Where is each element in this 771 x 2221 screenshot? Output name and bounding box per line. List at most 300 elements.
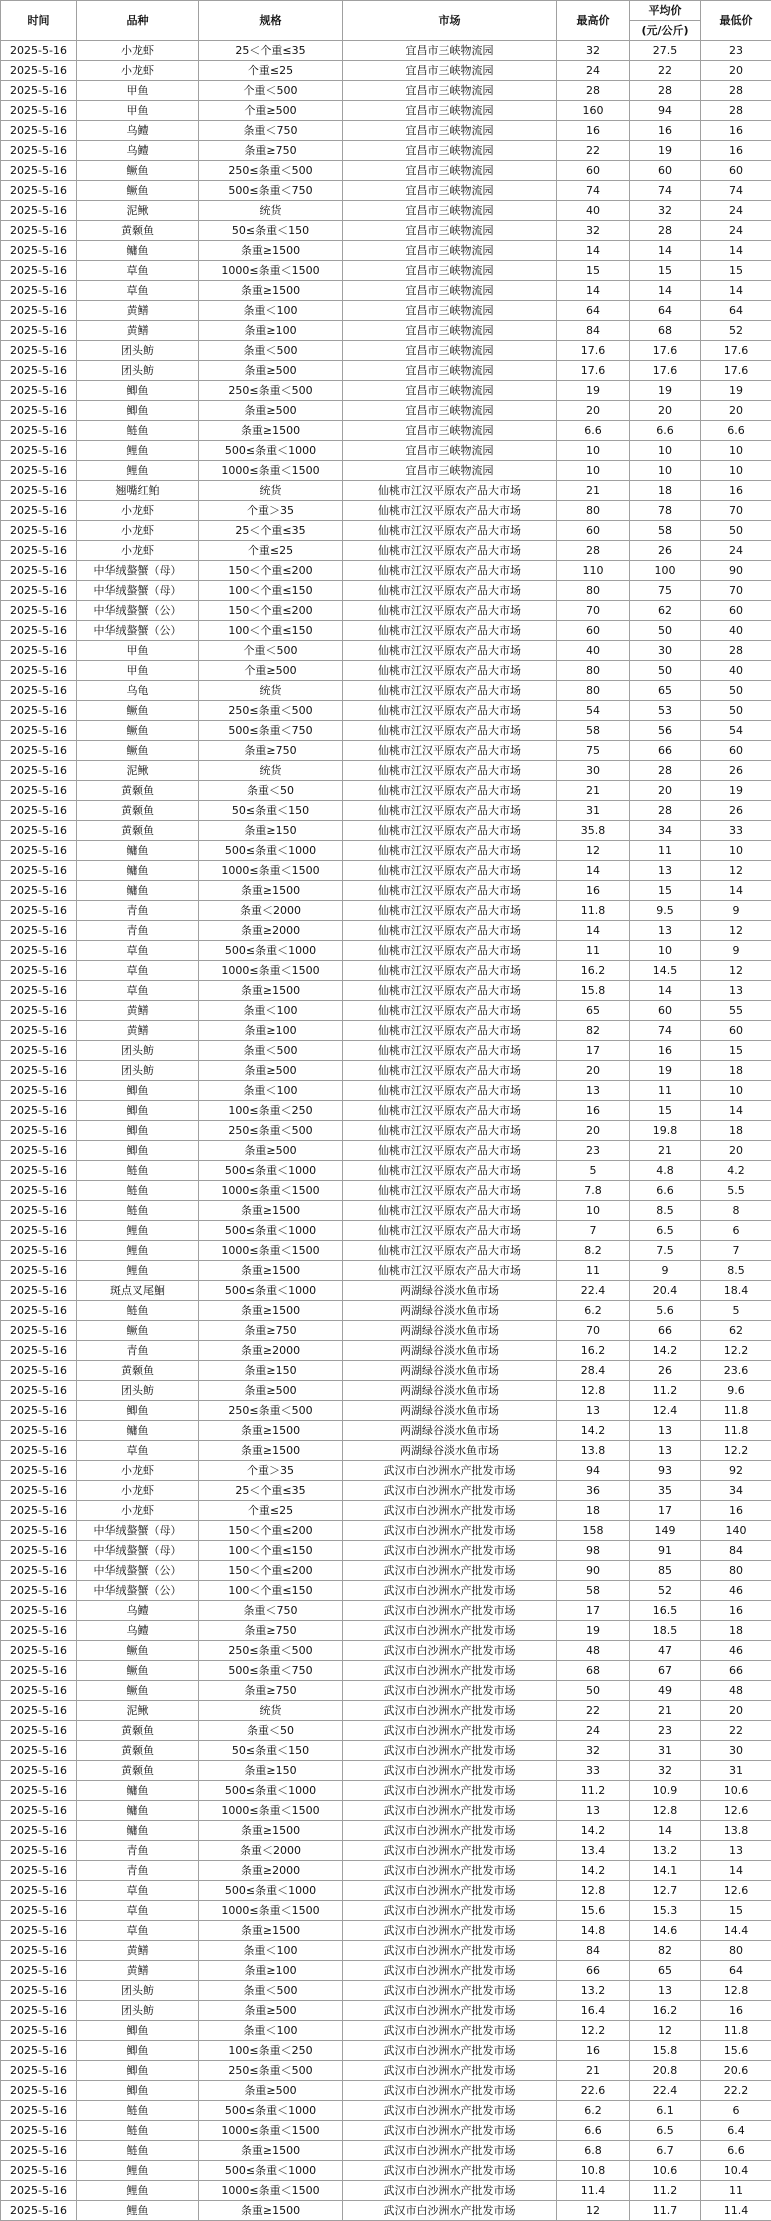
cell-market: 宜昌市三峡物流园 bbox=[343, 181, 557, 201]
cell-variety: 鲤鱼 bbox=[77, 2181, 199, 2201]
cell-max-price: 35.8 bbox=[557, 821, 630, 841]
cell-spec: 条重＜750 bbox=[199, 121, 343, 141]
cell-avg-price: 68 bbox=[630, 321, 701, 341]
cell-avg-price: 47 bbox=[630, 1641, 701, 1661]
table-row bbox=[1, 121, 771, 141]
cell-max-price: 28 bbox=[557, 541, 630, 561]
cell-variety: 鲢鱼 bbox=[77, 2121, 199, 2141]
cell-avg-price: 11 bbox=[630, 1081, 701, 1101]
cell-avg-price: 11.2 bbox=[630, 1381, 701, 1401]
cell-variety: 鲫鱼 bbox=[77, 381, 199, 401]
cell-avg-price: 49 bbox=[630, 1681, 701, 1701]
cell-min-price: 66 bbox=[701, 1661, 771, 1681]
cell-min-price: 34 bbox=[701, 1481, 771, 1501]
cell-min-price: 80 bbox=[701, 1561, 771, 1581]
cell-time: 2025-5-16 bbox=[1, 1361, 77, 1381]
cell-max-price: 12.8 bbox=[557, 1381, 630, 1401]
cell-market: 武汉市白沙洲水产批发市场 bbox=[343, 1941, 557, 1961]
cell-spec: 1000≤条重＜1500 bbox=[199, 1241, 343, 1261]
cell-variety: 黄鳝 bbox=[77, 1941, 199, 1961]
cell-market: 仙桃市江汉平原农产品大市场 bbox=[343, 761, 557, 781]
cell-market: 仙桃市江汉平原农产品大市场 bbox=[343, 481, 557, 501]
cell-avg-price: 14 bbox=[630, 1821, 701, 1841]
cell-avg-price: 9.5 bbox=[630, 901, 701, 921]
cell-max-price: 6.2 bbox=[557, 2101, 630, 2121]
table-row bbox=[1, 701, 771, 721]
cell-variety: 黄颡鱼 bbox=[77, 221, 199, 241]
cell-time: 2025-5-16 bbox=[1, 801, 77, 821]
cell-spec: 50≤条重＜150 bbox=[199, 801, 343, 821]
cell-time: 2025-5-16 bbox=[1, 861, 77, 881]
cell-avg-price: 28 bbox=[630, 761, 701, 781]
cell-spec: 统货 bbox=[199, 761, 343, 781]
cell-spec: 条重≥1500 bbox=[199, 241, 343, 261]
cell-market: 仙桃市江汉平原农产品大市场 bbox=[343, 661, 557, 681]
cell-market: 武汉市白沙洲水产批发市场 bbox=[343, 1661, 557, 1681]
cell-min-price: 60 bbox=[701, 161, 771, 181]
cell-market: 武汉市白沙洲水产批发市场 bbox=[343, 1501, 557, 1521]
cell-market: 武汉市白沙洲水产批发市场 bbox=[343, 1761, 557, 1781]
cell-max-price: 68 bbox=[557, 1661, 630, 1681]
cell-time: 2025-5-16 bbox=[1, 1641, 77, 1661]
table-row bbox=[1, 2061, 771, 2081]
cell-variety: 草鱼 bbox=[77, 1921, 199, 1941]
cell-spec: 条重≥750 bbox=[199, 1321, 343, 1341]
cell-market: 武汉市白沙洲水产批发市场 bbox=[343, 2141, 557, 2161]
cell-time: 2025-5-16 bbox=[1, 1761, 77, 1781]
table-row bbox=[1, 2001, 771, 2021]
cell-avg-price: 60 bbox=[630, 161, 701, 181]
cell-spec: 条重＜100 bbox=[199, 301, 343, 321]
cell-spec: 统货 bbox=[199, 1701, 343, 1721]
cell-market: 仙桃市江汉平原农产品大市场 bbox=[343, 821, 557, 841]
cell-spec: 条重＜100 bbox=[199, 1081, 343, 1101]
cell-max-price: 19 bbox=[557, 381, 630, 401]
cell-variety: 鳙鱼 bbox=[77, 241, 199, 261]
cell-variety: 黄鳝 bbox=[77, 321, 199, 341]
table-row bbox=[1, 401, 771, 421]
cell-variety: 小龙虾 bbox=[77, 1461, 199, 1481]
cell-avg-price: 14.1 bbox=[630, 1861, 701, 1881]
cell-market: 武汉市白沙洲水产批发市场 bbox=[343, 2081, 557, 2101]
cell-min-price: 10 bbox=[701, 461, 771, 481]
cell-avg-price: 31 bbox=[630, 1741, 701, 1761]
cell-avg-price: 10.9 bbox=[630, 1781, 701, 1801]
table-row bbox=[1, 1401, 771, 1421]
cell-variety: 鳙鱼 bbox=[77, 861, 199, 881]
table-row bbox=[1, 2201, 771, 2221]
cell-time: 2025-5-16 bbox=[1, 1381, 77, 1401]
cell-max-price: 14.2 bbox=[557, 1821, 630, 1841]
table-row bbox=[1, 1121, 771, 1141]
cell-time: 2025-5-16 bbox=[1, 621, 77, 641]
cell-time: 2025-5-16 bbox=[1, 1001, 77, 1021]
cell-variety: 小龙虾 bbox=[77, 41, 199, 61]
cell-min-price: 16 bbox=[701, 1501, 771, 1521]
cell-variety: 鳜鱼 bbox=[77, 1641, 199, 1661]
cell-variety: 乌鳢 bbox=[77, 121, 199, 141]
cell-market: 宜昌市三峡物流园 bbox=[343, 421, 557, 441]
cell-spec: 条重≥500 bbox=[199, 361, 343, 381]
cell-spec: 100＜个重≤150 bbox=[199, 621, 343, 641]
cell-max-price: 158 bbox=[557, 1521, 630, 1541]
cell-time: 2025-5-16 bbox=[1, 1841, 77, 1861]
cell-max-price: 21 bbox=[557, 481, 630, 501]
cell-spec: 150＜个重≤200 bbox=[199, 561, 343, 581]
cell-time: 2025-5-16 bbox=[1, 841, 77, 861]
cell-avg-price: 15 bbox=[630, 1101, 701, 1121]
cell-min-price: 48 bbox=[701, 1681, 771, 1701]
cell-min-price: 55 bbox=[701, 1001, 771, 1021]
cell-market: 宜昌市三峡物流园 bbox=[343, 281, 557, 301]
cell-avg-price: 74 bbox=[630, 1021, 701, 1041]
cell-market: 仙桃市江汉平原农产品大市场 bbox=[343, 801, 557, 821]
cell-min-price: 70 bbox=[701, 581, 771, 601]
cell-avg-price: 18 bbox=[630, 481, 701, 501]
cell-time: 2025-5-16 bbox=[1, 1801, 77, 1821]
cell-variety: 黄颡鱼 bbox=[77, 1741, 199, 1761]
cell-market: 仙桃市江汉平原农产品大市场 bbox=[343, 1181, 557, 1201]
table-row bbox=[1, 221, 771, 241]
cell-max-price: 22 bbox=[557, 141, 630, 161]
cell-min-price: 10 bbox=[701, 841, 771, 861]
cell-min-price: 18 bbox=[701, 1061, 771, 1081]
cell-market: 仙桃市江汉平原农产品大市场 bbox=[343, 1021, 557, 1041]
cell-variety: 青鱼 bbox=[77, 1341, 199, 1361]
cell-avg-price: 20.4 bbox=[630, 1281, 701, 1301]
cell-spec: 个重＜500 bbox=[199, 641, 343, 661]
cell-avg-price: 13 bbox=[630, 921, 701, 941]
table-row bbox=[1, 1141, 771, 1161]
cell-time: 2025-5-16 bbox=[1, 1321, 77, 1341]
cell-market: 宜昌市三峡物流园 bbox=[343, 261, 557, 281]
table-row bbox=[1, 621, 771, 641]
cell-min-price: 4.2 bbox=[701, 1161, 771, 1181]
cell-max-price: 17.6 bbox=[557, 361, 630, 381]
table-row bbox=[1, 741, 771, 761]
cell-min-price: 16 bbox=[701, 481, 771, 501]
cell-avg-price: 11 bbox=[630, 841, 701, 861]
cell-market: 仙桃市江汉平原农产品大市场 bbox=[343, 961, 557, 981]
table-row bbox=[1, 2161, 771, 2181]
cell-market: 武汉市白沙洲水产批发市场 bbox=[343, 1701, 557, 1721]
table-row bbox=[1, 1861, 771, 1881]
cell-max-price: 15 bbox=[557, 261, 630, 281]
table-row bbox=[1, 1081, 771, 1101]
table-row bbox=[1, 1381, 771, 1401]
cell-avg-price: 4.8 bbox=[630, 1161, 701, 1181]
cell-min-price: 6 bbox=[701, 2101, 771, 2121]
cell-avg-price: 5.6 bbox=[630, 1301, 701, 1321]
cell-avg-price: 64 bbox=[630, 301, 701, 321]
cell-variety: 鳙鱼 bbox=[77, 1821, 199, 1841]
cell-avg-price: 10.6 bbox=[630, 2161, 701, 2181]
table-row bbox=[1, 1161, 771, 1181]
cell-spec: 100≤条重＜250 bbox=[199, 1101, 343, 1121]
cell-time: 2025-5-16 bbox=[1, 461, 77, 481]
cell-spec: 500≤条重＜1000 bbox=[199, 1281, 343, 1301]
cell-min-price: 13 bbox=[701, 981, 771, 1001]
cell-market: 武汉市白沙洲水产批发市场 bbox=[343, 2181, 557, 2201]
cell-max-price: 80 bbox=[557, 681, 630, 701]
cell-spec: 条重≥1500 bbox=[199, 881, 343, 901]
cell-max-price: 21 bbox=[557, 781, 630, 801]
table-row bbox=[1, 1821, 771, 1841]
cell-avg-price: 15 bbox=[630, 261, 701, 281]
cell-min-price: 8 bbox=[701, 1201, 771, 1221]
cell-avg-price: 28 bbox=[630, 221, 701, 241]
cell-market: 仙桃市江汉平原农产品大市场 bbox=[343, 641, 557, 661]
cell-min-price: 31 bbox=[701, 1761, 771, 1781]
cell-variety: 中华绒螯蟹（公） bbox=[77, 1561, 199, 1581]
cell-time: 2025-5-16 bbox=[1, 361, 77, 381]
cell-time: 2025-5-16 bbox=[1, 2181, 77, 2201]
table-row bbox=[1, 1021, 771, 1041]
table-row bbox=[1, 161, 771, 181]
cell-time: 2025-5-16 bbox=[1, 1521, 77, 1541]
cell-avg-price: 8.5 bbox=[630, 1201, 701, 1221]
table-row bbox=[1, 801, 771, 821]
table-row bbox=[1, 521, 771, 541]
cell-avg-price: 27.5 bbox=[630, 41, 701, 61]
cell-market: 仙桃市江汉平原农产品大市场 bbox=[343, 861, 557, 881]
cell-time: 2025-5-16 bbox=[1, 1141, 77, 1161]
cell-max-price: 60 bbox=[557, 161, 630, 181]
table-row bbox=[1, 601, 771, 621]
cell-avg-price: 66 bbox=[630, 1321, 701, 1341]
header-spec: 规格 bbox=[199, 1, 343, 41]
cell-avg-price: 10 bbox=[630, 941, 701, 961]
cell-spec: 条重≥100 bbox=[199, 321, 343, 341]
table-row bbox=[1, 941, 771, 961]
cell-min-price: 60 bbox=[701, 741, 771, 761]
cell-variety: 鲫鱼 bbox=[77, 2021, 199, 2041]
cell-avg-price: 32 bbox=[630, 1761, 701, 1781]
table-row bbox=[1, 481, 771, 501]
cell-min-price: 6 bbox=[701, 1221, 771, 1241]
cell-market: 仙桃市江汉平原农产品大市场 bbox=[343, 1161, 557, 1181]
cell-variety: 团头鲂 bbox=[77, 341, 199, 361]
cell-spec: 500≤条重＜1000 bbox=[199, 941, 343, 961]
cell-min-price: 33 bbox=[701, 821, 771, 841]
cell-market: 仙桃市江汉平原农产品大市场 bbox=[343, 501, 557, 521]
cell-min-price: 9 bbox=[701, 941, 771, 961]
table-row bbox=[1, 2101, 771, 2121]
cell-time: 2025-5-16 bbox=[1, 1401, 77, 1421]
table-row bbox=[1, 681, 771, 701]
cell-market: 仙桃市江汉平原农产品大市场 bbox=[343, 521, 557, 541]
cell-min-price: 18 bbox=[701, 1121, 771, 1141]
cell-max-price: 7.8 bbox=[557, 1181, 630, 1201]
cell-variety: 鲢鱼 bbox=[77, 2141, 199, 2161]
cell-time: 2025-5-16 bbox=[1, 301, 77, 321]
cell-spec: 100＜个重≤150 bbox=[199, 1581, 343, 1601]
cell-max-price: 15.6 bbox=[557, 1901, 630, 1921]
table-row bbox=[1, 1041, 771, 1061]
cell-market: 宜昌市三峡物流园 bbox=[343, 441, 557, 461]
cell-avg-price: 66 bbox=[630, 741, 701, 761]
cell-max-price: 40 bbox=[557, 201, 630, 221]
cell-variety: 鲤鱼 bbox=[77, 1241, 199, 1261]
cell-time: 2025-5-16 bbox=[1, 1921, 77, 1941]
cell-spec: 条重≥2000 bbox=[199, 1341, 343, 1361]
cell-max-price: 16 bbox=[557, 881, 630, 901]
cell-time: 2025-5-16 bbox=[1, 221, 77, 241]
cell-variety: 鲫鱼 bbox=[77, 1121, 199, 1141]
cell-time: 2025-5-16 bbox=[1, 941, 77, 961]
cell-avg-price: 14.6 bbox=[630, 1921, 701, 1941]
cell-max-price: 160 bbox=[557, 101, 630, 121]
cell-avg-price: 22.4 bbox=[630, 2081, 701, 2101]
table-row bbox=[1, 81, 771, 101]
table-row bbox=[1, 1301, 771, 1321]
cell-min-price: 62 bbox=[701, 1321, 771, 1341]
table-row bbox=[1, 1421, 771, 1441]
cell-spec: 个重＞35 bbox=[199, 501, 343, 521]
cell-avg-price: 20 bbox=[630, 401, 701, 421]
cell-avg-price: 13 bbox=[630, 861, 701, 881]
cell-spec: 25＜个重≤35 bbox=[199, 41, 343, 61]
cell-min-price: 24 bbox=[701, 541, 771, 561]
cell-avg-price: 6.5 bbox=[630, 1221, 701, 1241]
cell-time: 2025-5-16 bbox=[1, 761, 77, 781]
cell-spec: 1000≤条重＜1500 bbox=[199, 1801, 343, 1821]
cell-max-price: 22.6 bbox=[557, 2081, 630, 2101]
cell-max-price: 98 bbox=[557, 1541, 630, 1561]
cell-variety: 小龙虾 bbox=[77, 61, 199, 81]
cell-min-price: 46 bbox=[701, 1581, 771, 1601]
table-row bbox=[1, 1581, 771, 1601]
cell-variety: 甲鱼 bbox=[77, 101, 199, 121]
cell-market: 宜昌市三峡物流园 bbox=[343, 41, 557, 61]
cell-spec: 条重＜100 bbox=[199, 2021, 343, 2041]
cell-max-price: 84 bbox=[557, 1941, 630, 1961]
cell-time: 2025-5-16 bbox=[1, 401, 77, 421]
cell-market: 两湖绿谷淡水鱼市场 bbox=[343, 1381, 557, 1401]
cell-time: 2025-5-16 bbox=[1, 1741, 77, 1761]
cell-avg-price: 28 bbox=[630, 81, 701, 101]
cell-avg-price: 65 bbox=[630, 681, 701, 701]
cell-time: 2025-5-16 bbox=[1, 2121, 77, 2141]
cell-min-price: 23.6 bbox=[701, 1361, 771, 1381]
cell-min-price: 84 bbox=[701, 1541, 771, 1561]
table-row bbox=[1, 361, 771, 381]
cell-spec: 条重≥500 bbox=[199, 2081, 343, 2101]
cell-market: 武汉市白沙洲水产批发市场 bbox=[343, 2021, 557, 2041]
cell-avg-price: 7.5 bbox=[630, 1241, 701, 1261]
cell-min-price: 14 bbox=[701, 1861, 771, 1881]
cell-time: 2025-5-16 bbox=[1, 2001, 77, 2021]
cell-spec: 500≤条重＜1000 bbox=[199, 1881, 343, 1901]
cell-min-price: 22 bbox=[701, 1721, 771, 1741]
cell-spec: 250≤条重＜500 bbox=[199, 701, 343, 721]
cell-avg-price: 12.4 bbox=[630, 1401, 701, 1421]
cell-market: 仙桃市江汉平原农产品大市场 bbox=[343, 701, 557, 721]
cell-market: 仙桃市江汉平原农产品大市场 bbox=[343, 1061, 557, 1081]
table-row bbox=[1, 1961, 771, 1981]
cell-max-price: 80 bbox=[557, 581, 630, 601]
cell-spec: 500≤条重＜1000 bbox=[199, 841, 343, 861]
cell-avg-price: 19 bbox=[630, 1061, 701, 1081]
cell-avg-price: 22 bbox=[630, 61, 701, 81]
table-row bbox=[1, 1781, 771, 1801]
cell-max-price: 36 bbox=[557, 1481, 630, 1501]
cell-min-price: 12.6 bbox=[701, 1881, 771, 1901]
cell-variety: 中华绒螯蟹（母） bbox=[77, 1521, 199, 1541]
table-row bbox=[1, 1281, 771, 1301]
cell-time: 2025-5-16 bbox=[1, 1301, 77, 1321]
cell-max-price: 80 bbox=[557, 501, 630, 521]
cell-min-price: 60 bbox=[701, 1021, 771, 1041]
cell-variety: 鲤鱼 bbox=[77, 2161, 199, 2181]
cell-variety: 草鱼 bbox=[77, 961, 199, 981]
cell-min-price: 19 bbox=[701, 781, 771, 801]
cell-max-price: 16.2 bbox=[557, 1341, 630, 1361]
table-row bbox=[1, 861, 771, 881]
cell-avg-price: 50 bbox=[630, 661, 701, 681]
cell-spec: 50≤条重＜150 bbox=[199, 1741, 343, 1761]
cell-avg-price: 13 bbox=[630, 1981, 701, 2001]
header-min-price: 最低价 bbox=[701, 1, 771, 41]
cell-spec: 条重≥500 bbox=[199, 401, 343, 421]
cell-variety: 鲢鱼 bbox=[77, 2101, 199, 2121]
cell-max-price: 11.8 bbox=[557, 901, 630, 921]
cell-variety: 鲢鱼 bbox=[77, 1201, 199, 1221]
cell-max-price: 16.2 bbox=[557, 961, 630, 981]
cell-variety: 斑点叉尾鮰 bbox=[77, 1281, 199, 1301]
cell-min-price: 16 bbox=[701, 2001, 771, 2021]
cell-max-price: 48 bbox=[557, 1641, 630, 1661]
cell-min-price: 20 bbox=[701, 61, 771, 81]
table-row bbox=[1, 1981, 771, 2001]
cell-avg-price: 6.6 bbox=[630, 1181, 701, 1201]
cell-market: 两湖绿谷淡水鱼市场 bbox=[343, 1321, 557, 1341]
cell-min-price: 9.6 bbox=[701, 1381, 771, 1401]
cell-market: 宜昌市三峡物流园 bbox=[343, 241, 557, 261]
cell-time: 2025-5-16 bbox=[1, 1461, 77, 1481]
cell-variety: 鲤鱼 bbox=[77, 2201, 199, 2221]
cell-time: 2025-5-16 bbox=[1, 61, 77, 81]
cell-min-price: 6.4 bbox=[701, 2121, 771, 2141]
cell-spec: 250≤条重＜500 bbox=[199, 161, 343, 181]
cell-min-price: 8.5 bbox=[701, 1261, 771, 1281]
cell-time: 2025-5-16 bbox=[1, 121, 77, 141]
cell-spec: 条重≥750 bbox=[199, 1681, 343, 1701]
table-row bbox=[1, 561, 771, 581]
cell-time: 2025-5-16 bbox=[1, 501, 77, 521]
cell-max-price: 17.6 bbox=[557, 341, 630, 361]
table-row bbox=[1, 1621, 771, 1641]
cell-avg-price: 14.2 bbox=[630, 1341, 701, 1361]
cell-max-price: 14 bbox=[557, 921, 630, 941]
cell-min-price: 13 bbox=[701, 1841, 771, 1861]
cell-min-price: 54 bbox=[701, 721, 771, 741]
cell-variety: 草鱼 bbox=[77, 261, 199, 281]
cell-spec: 条重＜500 bbox=[199, 1041, 343, 1061]
cell-min-price: 12.2 bbox=[701, 1341, 771, 1361]
cell-variety: 中华绒螯蟹（母） bbox=[77, 561, 199, 581]
cell-variety: 草鱼 bbox=[77, 1901, 199, 1921]
cell-spec: 1000≤条重＜1500 bbox=[199, 961, 343, 981]
cell-min-price: 17.6 bbox=[701, 361, 771, 381]
cell-market: 宜昌市三峡物流园 bbox=[343, 221, 557, 241]
cell-max-price: 10 bbox=[557, 461, 630, 481]
cell-market: 仙桃市江汉平原农产品大市场 bbox=[343, 881, 557, 901]
table-header bbox=[1, 1, 771, 41]
cell-market: 仙桃市江汉平原农产品大市场 bbox=[343, 601, 557, 621]
cell-market: 宜昌市三峡物流园 bbox=[343, 381, 557, 401]
cell-market: 宜昌市三峡物流园 bbox=[343, 81, 557, 101]
